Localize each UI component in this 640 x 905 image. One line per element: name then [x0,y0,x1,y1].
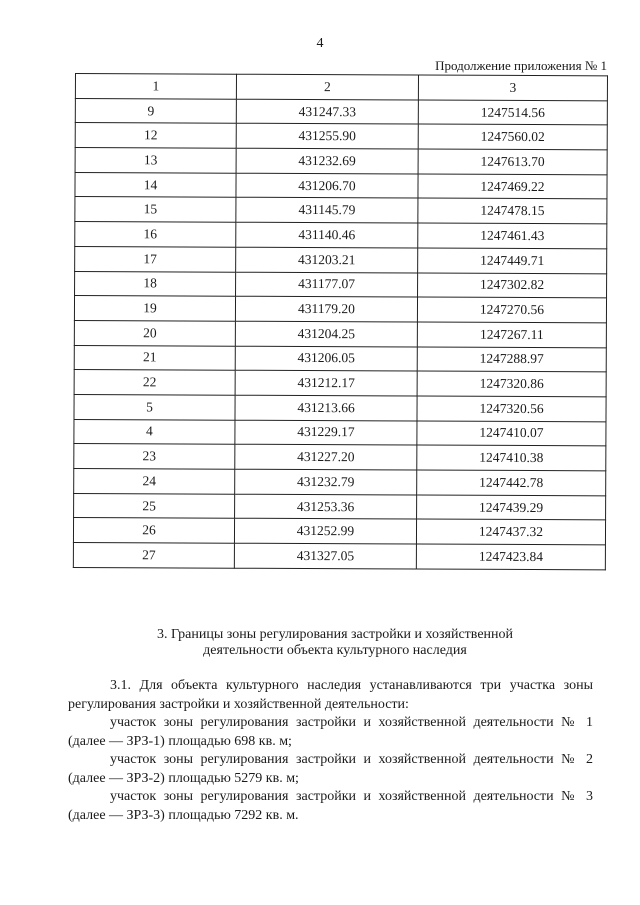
point-number-cell: 12 [75,123,236,148]
section-heading-line: деятельности объекта культурного наследия [203,643,467,658]
table-row [74,419,606,446]
x-coordinate-cell: 431204.25 [235,321,417,346]
point-number-cell: 25 [74,493,235,518]
page-number: 4 [316,36,324,51]
paragraph: 3.1. Для объекта культурного наследия устанавливаются три участка зоны регулирования застройки и хозяйственной деятельности: [68,678,593,712]
table-row [74,493,606,520]
x-coordinate-cell: 431227.20 [235,445,417,470]
y-coordinate-cell: 1247437.32 [416,519,605,545]
x-coordinate-cell: 431327.05 [234,543,416,568]
y-coordinate-cell: 1247320.56 [417,396,606,422]
point-number-cell: 23 [74,444,235,469]
column-header: 1 [75,74,236,99]
table-row [75,197,607,224]
table-row [74,444,606,471]
table-row [75,246,607,273]
table-row [75,271,607,298]
y-coordinate-cell: 1247442.78 [417,470,606,496]
y-coordinate-cell: 1247560.02 [418,124,607,150]
x-coordinate-cell: 431177.07 [236,272,418,297]
y-coordinate-cell: 1247439.29 [417,495,606,521]
point-number-cell: 20 [74,320,235,345]
point-number-cell: 9 [75,98,236,123]
paragraph: участок зоны регулирования застройки и хозяйственной деятельности № 2 (далее — ЗРЗ-2) площадью 5279 кв. м; [68,752,593,786]
point-number-cell: 18 [75,271,236,296]
y-coordinate-cell: 1247288.97 [417,347,606,373]
y-coordinate-cell: 1247410.07 [417,421,606,447]
x-coordinate-cell: 431140.46 [236,222,418,247]
paragraph: участок зоны регулирования застройки и хозяйственной деятельности № 1 (далее — ЗРЗ-1) площадью 698 кв. м; [68,715,593,749]
table-row [73,518,605,545]
y-coordinate-cell: 1247270.56 [417,297,606,323]
point-number-cell: 19 [74,296,235,321]
x-coordinate-cell: 431203.21 [236,247,418,272]
y-coordinate-cell: 1247613.70 [418,149,607,175]
x-coordinate-cell: 431253.36 [235,494,417,519]
section-heading [130,627,540,659]
point-number-cell: 4 [74,419,235,444]
table-row [75,222,607,249]
table-row [74,345,606,372]
table-header-row [75,74,607,101]
point-number-cell: 22 [74,370,235,395]
table-row [75,148,607,175]
x-coordinate-cell: 431232.79 [235,469,417,494]
table-row [74,320,606,347]
column-header: 2 [236,74,418,99]
x-coordinate-cell: 431179.20 [235,296,417,321]
point-number-cell: 16 [75,222,236,247]
y-coordinate-cell: 1247461.43 [418,223,607,249]
coordinates-table [73,73,608,570]
y-coordinate-cell: 1247449.71 [418,248,607,274]
x-coordinate-cell: 431212.17 [235,370,417,395]
point-number-cell: 15 [75,197,236,222]
table-row [74,370,606,397]
point-number-cell: 21 [74,345,235,370]
y-coordinate-cell: 1247267.11 [417,322,606,348]
table-row [73,543,605,570]
table-row [74,394,606,421]
point-number-cell: 13 [75,148,236,173]
table-row [75,98,607,125]
x-coordinate-cell: 431255.90 [236,124,418,149]
point-number-cell: 24 [74,468,235,493]
table-body [73,98,607,569]
x-coordinate-cell: 431252.99 [234,519,416,544]
point-number-cell: 5 [74,394,235,419]
section-heading-line: 3. Границы зоны регулирования застройки и хозяйственной [156,627,514,642]
x-coordinate-cell: 431145.79 [236,198,418,223]
point-number-cell: 27 [73,543,234,568]
table-row [74,468,606,495]
y-coordinate-cell: 1247423.84 [416,544,605,570]
y-coordinate-cell: 1247410.38 [417,445,606,471]
y-coordinate-cell: 1247514.56 [418,100,607,126]
table-row [75,123,607,150]
x-coordinate-cell: 431229.17 [235,420,417,445]
point-number-cell: 14 [75,172,236,197]
table-row [74,296,606,323]
body-text [68,677,593,825]
paragraph: участок зоны регулирования застройки и хозяйственной деятельности № 3 (далее — ЗРЗ-3) площадью 7292 кв. м. [68,789,593,823]
x-coordinate-cell: 431247.33 [236,99,418,124]
point-number-cell: 17 [75,246,236,271]
y-coordinate-cell: 1247469.22 [418,174,607,200]
continuation-note: Продолжение приложения № 1 [435,58,607,73]
y-coordinate-cell: 1247478.15 [418,198,607,224]
column-header: 3 [418,75,607,101]
x-coordinate-cell: 431206.05 [235,346,417,371]
x-coordinate-cell: 431232.69 [236,148,418,173]
x-coordinate-cell: 431206.70 [236,173,418,198]
y-coordinate-cell: 1247320.86 [417,371,606,397]
point-number-cell: 26 [73,518,234,543]
table-row [75,172,607,199]
x-coordinate-cell: 431213.66 [235,395,417,420]
y-coordinate-cell: 1247302.82 [418,272,607,298]
